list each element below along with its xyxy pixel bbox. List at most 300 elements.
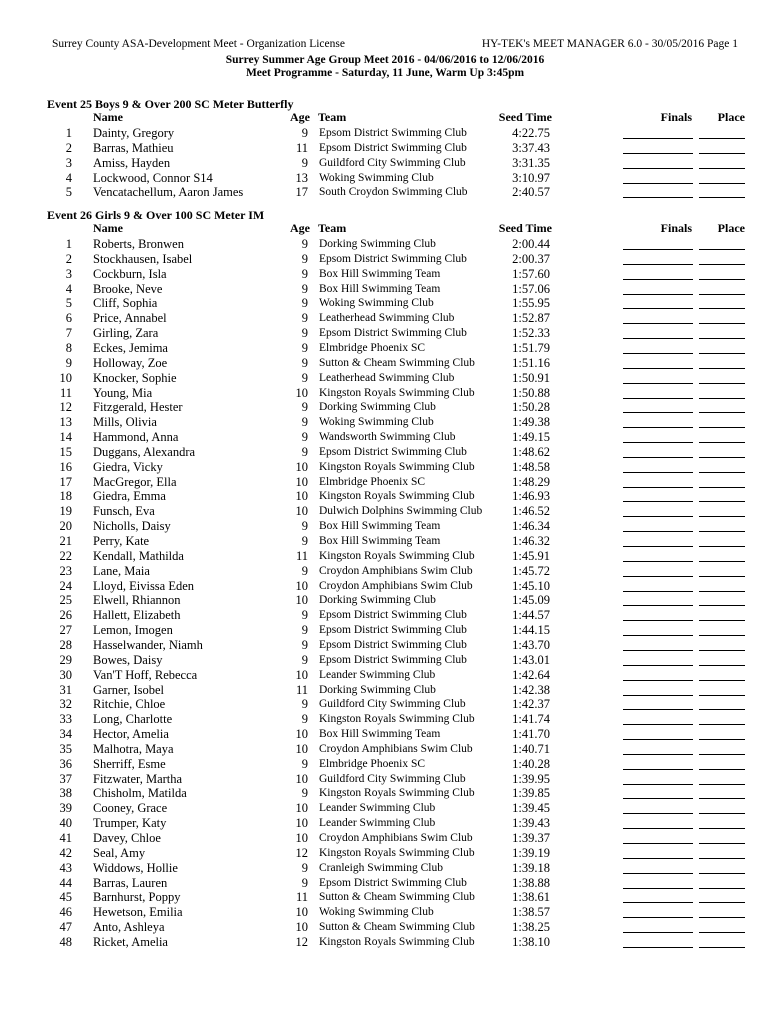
team-name: Croydon Amphibians Swim Club [319, 742, 473, 755]
place-blank-line [699, 925, 745, 933]
place-blank-line [699, 190, 745, 198]
seed-time: 1:46.93 [512, 489, 550, 504]
seed-time: 2:40.57 [512, 185, 550, 200]
place-blank-line [699, 524, 745, 532]
entry-number: 45 [59, 890, 72, 905]
swimmer-name: Vencatachellum, Aaron James [93, 185, 244, 200]
swimmer-name: Widdows, Hollie [93, 860, 178, 875]
seed-time: 1:49.15 [512, 430, 550, 445]
swimmer-name: Van'T Hoff, Rebecca [93, 667, 198, 682]
finals-blank-line [623, 613, 693, 621]
entry-number: 3 [65, 266, 72, 281]
team-name: Epsom District Swimming Club [319, 638, 467, 651]
place-blank-line [699, 881, 745, 889]
place-blank-line [699, 161, 745, 169]
swimmer-name: Elwell, Rhiannon [93, 593, 181, 608]
swimmer-age: 9 [301, 370, 308, 385]
entry-row [0, 371, 770, 386]
column-header-finals: Finals [660, 221, 692, 235]
finals-blank-line [623, 131, 693, 139]
swimmer-name: Amiss, Hayden [93, 155, 171, 170]
entry-row [0, 267, 770, 282]
place-blank-line [699, 806, 745, 814]
place-blank-line [699, 131, 745, 139]
seed-time: 1:39.45 [512, 801, 550, 816]
column-header-finals: Finals [660, 110, 692, 124]
swimmer-name: Davey, Chloe [93, 831, 161, 845]
finals-blank-line [623, 405, 693, 413]
column-header-age: Age [290, 221, 310, 235]
finals-blank-line [623, 480, 693, 488]
entry-number: 1 [65, 237, 72, 251]
swimmer-age: 17 [295, 185, 308, 200]
team-name: Sutton & Cheam Swimming Club [319, 891, 475, 904]
seed-time: 1:40.71 [512, 741, 550, 756]
entry-number: 8 [65, 340, 72, 355]
meet-programme: Meet Programme - Saturday, 11 June, Warm Up 3:45pm [245, 67, 525, 79]
finals-blank-line [623, 287, 693, 295]
swimmer-age: 11 [295, 682, 308, 697]
team-name: Woking Swimming Club [319, 906, 434, 919]
entry-number: 15 [59, 444, 72, 459]
seed-time: 1:38.57 [512, 905, 550, 920]
swimmer-age: 10 [295, 920, 308, 935]
entry-number: 5 [65, 185, 72, 200]
finals-blank-line [623, 146, 693, 154]
entry-number: 30 [59, 667, 72, 682]
team-name: Sutton & Cheam Swimming Club [319, 356, 475, 369]
seed-time: 1:39.43 [512, 816, 550, 831]
swimmer-name: Hewetson, Emilia [93, 905, 183, 920]
place-blank-line [699, 821, 745, 829]
column-header-team: Team [318, 221, 347, 235]
swimmer-name: Barras, Lauren [93, 875, 168, 890]
swimmer-name: Sherriff, Esme [93, 756, 166, 771]
place-blank-line [699, 376, 745, 384]
swimmer-age: 9 [301, 400, 308, 415]
team-name: Guildford City Swimming Club [319, 772, 466, 785]
team-name: Epsom District Swimming Club [319, 653, 467, 666]
team-name: Leander Swimming Club [319, 817, 436, 830]
swimmer-name: Seal, Amy [93, 845, 146, 860]
swimmer-name: Lloyd, Eivissa Eden [93, 578, 195, 593]
entry-row [0, 489, 770, 504]
team-name: Croydon Amphibians Swim Club [319, 832, 473, 844]
entry-row [0, 608, 770, 623]
swimmer-name: Lockwood, Connor S14 [93, 170, 213, 185]
finals-blank-line [623, 161, 693, 169]
finals-blank-line [623, 494, 693, 502]
seed-time: 1:42.38 [512, 682, 550, 697]
swimmer-name: Ricket, Amelia [93, 934, 168, 949]
place-blank-line [699, 301, 745, 309]
swimmer-age: 9 [301, 860, 308, 875]
seed-time: 1:57.60 [512, 266, 550, 281]
entry-number: 25 [59, 593, 72, 608]
seed-time: 1:39.37 [512, 831, 550, 845]
swimmer-age: 10 [295, 489, 308, 504]
swimmer-name: Malhotra, Maya [93, 741, 174, 756]
swimmer-name: Hasselwander, Niamh [93, 637, 203, 652]
place-blank-line [699, 598, 745, 606]
entry-row [0, 549, 770, 564]
seed-time: 1:52.33 [512, 326, 550, 341]
swimmer-name: Cooney, Grace [93, 801, 168, 816]
entry-row [0, 757, 770, 772]
entry-number: 11 [59, 385, 72, 400]
entry-number: 3 [65, 155, 72, 170]
swimmer-name: Cliff, Sophia [93, 296, 158, 311]
entry-row [0, 141, 770, 156]
seed-time: 1:38.88 [512, 875, 550, 890]
team-name: Kingston Royals Swimming Club [319, 787, 475, 800]
team-name: Epsom District Swimming Club [319, 624, 467, 637]
swimmer-age: 10 [295, 771, 308, 786]
entry-number: 32 [59, 697, 72, 712]
swimmer-name: Fitzwater, Martha [93, 771, 183, 786]
seed-time: 1:45.10 [512, 578, 550, 593]
team-name: Kingston Royals Swimming Club [319, 846, 475, 859]
finals-blank-line [623, 851, 693, 859]
team-name: Epsom District Swimming Club [319, 127, 467, 139]
swimmer-name: Cockburn, Isla [93, 266, 167, 281]
entry-row [0, 786, 770, 801]
swimmer-age: 11 [295, 890, 308, 905]
seed-time: 1:38.61 [512, 890, 550, 905]
column-header-place: Place [717, 110, 745, 124]
entry-row [0, 593, 770, 608]
seed-time: 1:45.72 [512, 563, 550, 578]
seed-time: 3:10.97 [512, 170, 550, 185]
seed-time: 2:00.37 [512, 251, 550, 266]
entry-row [0, 697, 770, 712]
team-name: Kingston Royals Swimming Club [319, 386, 475, 399]
team-name: Sutton & Cheam Swimming Club [319, 921, 475, 934]
entry-number: 36 [59, 756, 72, 771]
entry-number: 24 [59, 578, 72, 593]
seed-time: 1:57.06 [512, 281, 550, 296]
place-blank-line [699, 717, 745, 725]
swimmer-name: Fitzgerald, Hester [93, 400, 183, 415]
entry-row [0, 742, 770, 757]
entry-number: 4 [65, 281, 72, 296]
place-blank-line [699, 450, 745, 458]
finals-blank-line [623, 688, 693, 696]
place-blank-line [699, 554, 745, 562]
entry-row [0, 623, 770, 638]
swimmer-name: Barras, Mathieu [93, 140, 174, 155]
entry-number: 23 [59, 563, 72, 578]
team-name: Woking Swimming Club [319, 416, 434, 429]
finals-blank-line [623, 584, 693, 592]
entry-row [0, 890, 770, 905]
swimmer-age: 9 [301, 155, 308, 170]
team-name: Kingston Royals Swimming Club [319, 460, 475, 473]
header-organization: Surrey County ASA-Development Meet - Organization License [52, 38, 345, 50]
swimmer-age: 9 [301, 444, 308, 459]
swimmer-age: 9 [301, 712, 308, 727]
finals-blank-line [623, 925, 693, 933]
team-name: Box Hill Swimming Team [319, 267, 441, 280]
finals-blank-line [623, 190, 693, 198]
entry-row [0, 356, 770, 371]
place-blank-line [699, 643, 745, 651]
place-blank-line [699, 584, 745, 592]
place-blank-line [699, 316, 745, 324]
finals-blank-line [623, 717, 693, 725]
swimmer-age: 9 [301, 415, 308, 430]
entry-number: 27 [59, 623, 72, 638]
place-blank-line [699, 435, 745, 443]
swimmer-age: 12 [295, 934, 308, 949]
swimmer-name: Long, Charlotte [93, 712, 173, 727]
column-header-team: Team [318, 110, 347, 124]
entry-row [0, 400, 770, 415]
entry-row [0, 638, 770, 653]
swimmer-age: 9 [301, 637, 308, 652]
entry-row [0, 668, 770, 683]
entry-row [0, 311, 770, 326]
entry-row [0, 386, 770, 401]
place-blank-line [699, 658, 745, 666]
finals-blank-line [623, 420, 693, 428]
finals-blank-line [623, 391, 693, 399]
finals-blank-line [623, 732, 693, 740]
finals-blank-line [623, 539, 693, 547]
entry-number: 41 [59, 831, 72, 845]
swimmer-age: 10 [295, 801, 308, 816]
entry-row [0, 564, 770, 579]
team-name: Box Hill Swimming Team [319, 535, 441, 547]
team-name: Elmbridge Phoenix SC [319, 757, 426, 770]
seed-time: 1:55.95 [512, 296, 550, 311]
swimmer-age: 9 [301, 340, 308, 355]
entry-number: 6 [65, 311, 72, 326]
team-name: Epsom District Swimming Club [319, 327, 467, 340]
entry-number: 7 [65, 326, 72, 341]
swimmer-name: Chisholm, Matilda [93, 786, 187, 801]
finals-blank-line [623, 301, 693, 309]
team-name: Woking Swimming Club [319, 171, 434, 184]
finals-blank-line [623, 450, 693, 458]
entry-number: 12 [59, 400, 72, 415]
swimmer-name: Funsch, Eva [93, 504, 155, 519]
finals-blank-line [623, 509, 693, 517]
event-title: Event 25 Boys 9 & Over 200 SC Meter Butterfly [47, 97, 294, 111]
seed-time: 1:45.09 [512, 593, 550, 608]
entry-row [0, 727, 770, 742]
seed-time: 2:00.44 [512, 237, 550, 251]
finals-blank-line [623, 524, 693, 532]
seed-time: 1:39.18 [512, 860, 550, 875]
place-blank-line [699, 539, 745, 547]
seed-time: 1:49.38 [512, 415, 550, 430]
seed-time: 1:50.28 [512, 400, 550, 415]
place-blank-line [699, 732, 745, 740]
swimmer-age: 10 [295, 816, 308, 831]
entry-number: 18 [59, 489, 72, 504]
entry-number: 10 [59, 370, 72, 385]
finals-blank-line [623, 658, 693, 666]
team-name: Guildford City Swimming Club [319, 698, 466, 711]
meet-title: Surrey Summer Age Group Meet 2016 - 04/06/2016 to 12/06/2016 [225, 54, 545, 66]
swimmer-name: Lane, Maia [93, 563, 150, 578]
team-name: Elmbridge Phoenix SC [319, 475, 426, 488]
place-blank-line [699, 420, 745, 428]
entry-number: 2 [65, 140, 72, 155]
column-header-place: Place [717, 221, 745, 235]
finals-blank-line [623, 554, 693, 562]
swimmer-name: Perry, Kate [93, 534, 150, 548]
swimmer-name: Trumper, Katy [93, 816, 167, 831]
entry-number: 29 [59, 652, 72, 667]
seed-time: 1:39.19 [512, 845, 550, 860]
team-name: Kingston Royals Swimming Club [319, 490, 475, 503]
seed-time: 3:37.43 [512, 140, 550, 155]
swimmer-age: 9 [301, 355, 308, 370]
seed-time: 1:46.34 [512, 519, 550, 534]
swimmer-age: 9 [301, 311, 308, 326]
team-name: Kingston Royals Swimming Club [319, 935, 475, 948]
entry-row [0, 683, 770, 698]
finals-blank-line [623, 791, 693, 799]
swimmer-name: Mills, Olivia [93, 415, 157, 430]
entry-row [0, 876, 770, 891]
entry-number: 46 [59, 905, 72, 920]
team-name: Kingston Royals Swimming Club [319, 713, 475, 726]
team-name: Dorking Swimming Club [319, 594, 436, 607]
team-name: Dorking Swimming Club [319, 238, 436, 250]
swimmer-age: 9 [301, 563, 308, 578]
entry-row [0, 415, 770, 430]
entry-row [0, 504, 770, 519]
swimmer-name: Lemon, Imogen [93, 623, 173, 638]
entry-number: 28 [59, 637, 72, 652]
swimmer-age: 13 [295, 170, 308, 185]
entry-number: 5 [65, 296, 72, 311]
team-name: South Croydon Swimming Club [319, 186, 468, 199]
entry-row [0, 653, 770, 668]
entry-number: 48 [59, 934, 72, 949]
entry-row [0, 579, 770, 594]
entry-row [0, 905, 770, 920]
finals-blank-line [623, 806, 693, 814]
entry-number: 1 [65, 126, 72, 140]
finals-blank-line [623, 940, 693, 948]
swimmer-age: 10 [295, 593, 308, 608]
seed-time: 1:39.85 [512, 786, 550, 801]
finals-blank-line [623, 376, 693, 384]
entry-number: 19 [59, 504, 72, 519]
finals-blank-line [623, 702, 693, 710]
swimmer-name: Ritchie, Chloe [93, 697, 166, 712]
place-blank-line [699, 287, 745, 295]
finals-blank-line [623, 465, 693, 473]
finals-blank-line [623, 910, 693, 918]
seed-time: 1:46.32 [512, 534, 550, 548]
entry-row [0, 534, 770, 549]
entry-number: 31 [59, 682, 72, 697]
swimmer-name: Garner, Isobel [93, 682, 164, 697]
entry-row [0, 801, 770, 816]
entry-row [0, 296, 770, 311]
team-name: Dorking Swimming Club [319, 683, 436, 696]
entry-number: 34 [59, 727, 72, 742]
place-blank-line [699, 361, 745, 369]
swimmer-age: 10 [295, 905, 308, 920]
finals-blank-line [623, 821, 693, 829]
place-blank-line [699, 331, 745, 339]
entry-row [0, 185, 770, 200]
entry-row [0, 341, 770, 356]
finals-blank-line [623, 895, 693, 903]
column-header-name: Name [93, 110, 123, 124]
place-blank-line [699, 405, 745, 413]
seed-time: 1:48.29 [512, 474, 550, 489]
swimmer-age: 9 [301, 756, 308, 771]
place-blank-line [699, 146, 745, 154]
seed-time: 1:41.74 [512, 712, 550, 727]
swimmer-name: Bowes, Daisy [93, 652, 163, 667]
entry-number: 2 [65, 251, 72, 266]
place-blank-line [699, 346, 745, 354]
seed-time: 4:22.75 [512, 126, 550, 140]
column-header-seed-time: Seed Time [498, 221, 552, 235]
swimmer-age: 10 [295, 459, 308, 474]
swimmer-name: MacGregor, Ella [93, 474, 177, 489]
swimmer-age: 10 [295, 578, 308, 593]
swimmer-name: Eckes, Jemima [93, 340, 168, 355]
swimmer-age: 9 [301, 875, 308, 890]
seed-time: 1:40.28 [512, 756, 550, 771]
team-name: Epsom District Swimming Club [319, 252, 467, 265]
entry-number: 13 [59, 415, 72, 430]
swimmer-age: 9 [301, 608, 308, 623]
seed-time: 1:52.87 [512, 311, 550, 326]
finals-blank-line [623, 643, 693, 651]
team-name: Croydon Amphibians Swim Club [319, 564, 473, 577]
swimmer-age: 11 [295, 140, 308, 155]
swimmer-age: 9 [301, 251, 308, 266]
place-blank-line [699, 176, 745, 184]
entry-number: 22 [59, 548, 72, 563]
swimmer-age: 10 [295, 667, 308, 682]
swimmer-age: 10 [295, 474, 308, 489]
swimmer-name: Hector, Amelia [93, 727, 169, 742]
swimmer-name: Kendall, Mathilda [93, 548, 184, 563]
team-name: Epsom District Swimming Club [319, 876, 467, 889]
column-header-age: Age [290, 110, 310, 124]
place-blank-line [699, 465, 745, 473]
place-blank-line [699, 777, 745, 785]
seed-time: 1:38.10 [512, 934, 550, 949]
place-blank-line [699, 242, 745, 250]
finals-blank-line [623, 628, 693, 636]
entry-row [0, 252, 770, 267]
entry-number: 4 [65, 170, 72, 185]
place-blank-line [699, 836, 745, 844]
finals-blank-line [623, 176, 693, 184]
finals-blank-line [623, 257, 693, 265]
seed-time: 1:43.70 [512, 637, 550, 652]
entry-row [0, 475, 770, 490]
finals-blank-line [623, 242, 693, 250]
swimmer-name: Dainty, Gregory [93, 126, 175, 140]
entry-row [0, 171, 770, 186]
entry-row [0, 712, 770, 727]
entry-row [0, 816, 770, 831]
entry-number: 39 [59, 801, 72, 816]
